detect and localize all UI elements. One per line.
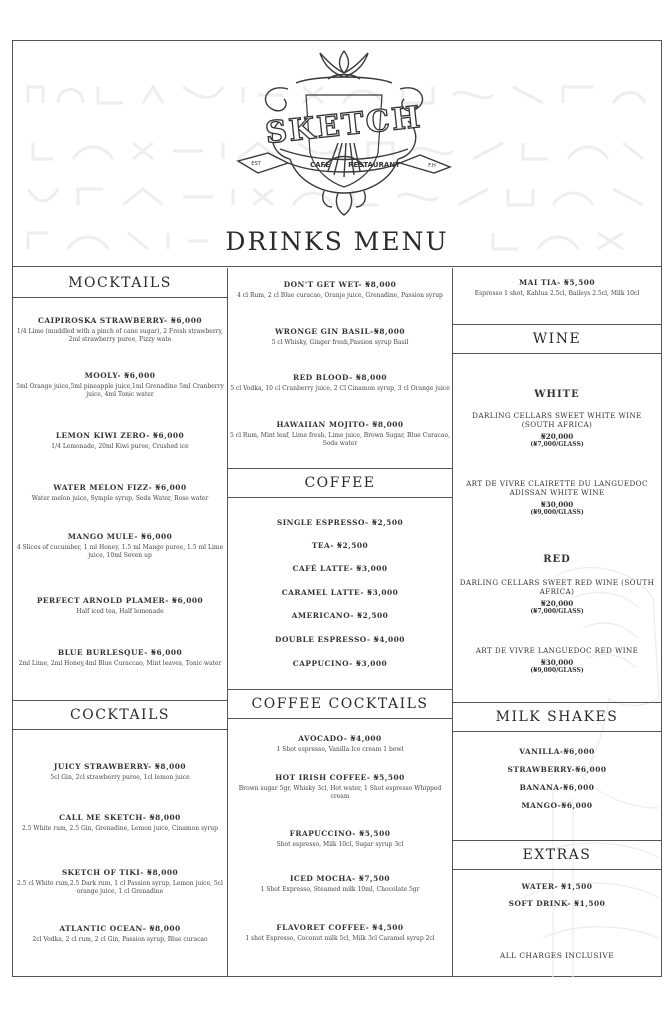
item-name: LEMON KIWI ZERO- ₦6,000 — [55, 431, 185, 440]
menu-item — [230, 773, 450, 801]
coffee-item: CAPPUCINO- ₦3,000 — [292, 659, 388, 668]
item-description: 1/4 Lemonade, 20ml Kiwi puree, Crushed ice — [51, 443, 189, 450]
menu-item — [230, 923, 450, 943]
menu-item — [15, 371, 225, 399]
wine-price: ₦30,000 — [540, 500, 574, 509]
item-description: 4 cl Rum, 2 cl Blue curacao, Oranje juice, Grenadine, Passion syrup — [237, 292, 443, 299]
item-name: ICED MOCHA- ₦7,500 — [289, 874, 391, 883]
column-right — [453, 268, 661, 976]
item-description: 1 Shot espresso, Vanilla Ice cream 1 bowl — [276, 746, 404, 753]
coffee-heading: COFFEE — [228, 468, 452, 498]
menu-item — [15, 532, 225, 560]
item-description: 5ml Orange juice,5ml pineapple juice,1ml Grenadine 5ml Cranberry juice, 4ml Tonic water — [16, 383, 224, 398]
item-name: HOT IRISH COFFEE- ₦5,500 — [275, 773, 405, 782]
item-description: Shot espresso, Milk 10cl, Sugar syrup 3cl — [276, 841, 404, 848]
wine-item — [455, 479, 659, 516]
wine-item — [455, 578, 659, 615]
menu-item — [230, 874, 450, 894]
menu-item — [15, 648, 225, 668]
footer-note: ALL CHARGES INCLUSIVE — [499, 951, 615, 960]
menu-item — [230, 280, 450, 300]
wine-price: ₦30,000 — [540, 658, 574, 667]
item-description: 5cl Gin, 2cl strawberry puree, 1cl lemon juice — [50, 774, 190, 781]
menu-item — [15, 924, 225, 944]
milkshake-item: STRAWBERRY-₦6,000 — [507, 765, 607, 774]
item-name: PERFECT ARNOLD PLAMER- ₦6,000 — [36, 596, 204, 605]
logo-small-tag: F.H — [428, 163, 436, 169]
menu-item — [15, 813, 225, 833]
item-name: SKETCH OF TIKI- ₦8,000 — [61, 868, 179, 877]
item-description: 5 cl Rum, Mint leaf, Lime fresh, Lime juice, Brown Sugar, Blue Curacao, Soda water — [230, 432, 450, 447]
menu-item — [15, 483, 225, 503]
item-description: 1/4 Lime (muddled with a pinch of cane sugar), 2 Fresh strawberry, 2ml strawberry puree, Fizzy wate — [16, 328, 224, 343]
cocktails-heading: COCKTAILS — [13, 700, 227, 730]
item-name: CAIPIROSKA STRAWBERRY- ₦6,000 — [38, 316, 202, 325]
mocktails-heading: MOCKTAILS — [13, 268, 227, 298]
wine-price: ₦20,000 — [540, 432, 574, 441]
white-wine-subheading: WHITE — [534, 389, 580, 400]
item-name: FRAPUCCINO- ₦5,500 — [289, 829, 391, 838]
milkshake-item: BANANA-₦6,000 — [519, 783, 595, 792]
wine-name: DARLING CELLARS SWEET RED WINE (SOUTH AFRICA) — [459, 578, 655, 596]
menu-frame — [12, 40, 662, 977]
coffee-item: DOUBLE ESPRESSO- ₦4,000 — [275, 635, 405, 644]
menu-item — [230, 327, 450, 347]
item-description: 2ml Lime, 2ml Honey,4ml Blue Curaccao, Mint leaves, Tonic water — [18, 660, 222, 667]
extras-item: SOFT DRINK- ₦1,500 — [508, 899, 606, 908]
item-description: 2cl Vodka, 2 cl rum, 2 cl Gin, Passion syrup, Blue curacao — [32, 936, 208, 943]
item-name: ATLANTIC OCEAN- ₦8,000 — [59, 924, 181, 933]
item-name: WRONGE GIN BASIL-₦8,000 — [274, 327, 406, 336]
item-name: MOOLY- ₦6,000 — [84, 371, 156, 380]
item-name: JUICY STRAWBERRY- ₦8,000 — [53, 762, 187, 771]
wine-glass-price: (₦7,000/GLASS) — [530, 608, 584, 615]
wine-name: ART DE VIVRE LANGUEDOC RED WINE — [475, 646, 639, 655]
item-name: DON'T GET WET- ₦8,000 — [283, 280, 397, 289]
menu-item — [230, 373, 450, 393]
item-description: Brown sugar 5gr, Whisky 3cl, Hot water, 1 Shot espresso Whipped cream — [238, 785, 442, 800]
wine-glass-price: (₦7,000/GLASS) — [530, 441, 584, 448]
wine-name: DARLING CELLARS SWEET WHITE WINE (SOUTH AFRICA) — [472, 411, 642, 429]
item-description: 5 cl Whisky, Ginger fresh,Passion syrup Basil — [271, 339, 409, 346]
menu-item — [15, 596, 225, 616]
item-description: 5 cl Vodka, 10 cl Cranberry juice, 2 Cl Cinamon syrup, 3 cl Orange juice — [230, 385, 450, 392]
wine-glass-price: (₦9,000/GLASS) — [530, 667, 584, 674]
coffee-item: AMERICANO- ₦2,500 — [291, 611, 389, 620]
item-name: AVOCADO- ₦4,000 — [298, 734, 382, 743]
coffee-item: SINGLE ESPRESSO- ₦2,500 — [276, 518, 404, 527]
menu-item — [15, 431, 225, 451]
logo-wordmark: SKETCH — [263, 99, 424, 152]
item-description: Half iced tea, Half lemonade — [76, 608, 164, 615]
wine-heading: WINE — [453, 324, 661, 354]
wine-name: ART DE VIVRE CLAIRETTE DU LANGUEDOC ADISSAN WHITE WINE — [466, 479, 648, 497]
menu-item — [15, 762, 225, 782]
milk-shakes-heading: MILK SHAKES — [453, 702, 661, 732]
item-description: 1 Shot Expresso, Steamed milk 10ml, Chocolate 5gr — [260, 886, 420, 893]
item-name: BLUE BURLESQUE- ₦6,000 — [57, 648, 183, 657]
item-name: WATER MELON FIZZ- ₦6,000 — [53, 483, 187, 492]
logo-cafe-tag: CAFE — [309, 161, 331, 169]
item-description: Espresso 1 shot, Kahlua 2.5cl, Baileys 2.5cl, Milk 10cl — [474, 290, 640, 297]
item-name: FLAVORET COFFEE- ₦4,500 — [276, 923, 404, 932]
logo-restaurant-tag: RESTAURANT — [348, 161, 400, 169]
item-name: MAI TIA- ₦5,500 — [518, 278, 596, 287]
coffee-cocktails-heading: COFFEE COCKTAILS — [228, 689, 452, 719]
sketch-logo — [228, 43, 460, 219]
menu-item — [230, 420, 450, 448]
item-name: CALL ME SKETCH- ₦8,000 — [59, 813, 181, 822]
extras-item: WATER- ₦1,500 — [521, 882, 593, 891]
menu-item — [230, 734, 450, 754]
coffee-item: TEA- ₦2,500 — [311, 541, 369, 550]
extras-heading: EXTRAS — [453, 840, 661, 870]
menu-item — [15, 316, 225, 344]
column-middle — [228, 268, 453, 976]
milkshake-item: MANGO-₦6,000 — [521, 801, 593, 810]
column-left — [13, 268, 228, 976]
red-wine-subheading: RED — [543, 554, 571, 565]
wine-item — [455, 646, 659, 674]
menu-item — [455, 278, 659, 298]
milkshake-item: VANILLA-₦6,000 — [519, 747, 595, 756]
item-name: HAWAIIAN MOJITO- ₦8,000 — [276, 420, 404, 429]
menu-item — [230, 829, 450, 849]
menu-header — [13, 41, 661, 267]
item-description: 2.5 cl White rum,2.5 Dark rum, 1 cl Passion syrup, Lemon juice, 5cl orange juice, 1 cl Grenadine — [17, 880, 223, 895]
coffee-item: CAFÉ LATTE- ₦3,000 — [292, 564, 388, 573]
logo-est-tag: EST — [251, 161, 261, 167]
item-name: RED BLOOD- ₦8,000 — [292, 373, 388, 382]
wine-price: ₦20,000 — [540, 599, 574, 608]
item-description: 4 Slices of cucumber, 1 ml Honey, 1.5 ml Mango puree, 1.5 ml Lime juice, 10ml Seven up — [16, 544, 224, 559]
coffee-item: CARAMEL LATTE- ₦3,000 — [281, 588, 399, 597]
item-description: 2.5 White rum, 2.5 Gin, Grenadine, Lemon juice, Cinamon syrup — [21, 825, 219, 832]
wine-item — [455, 411, 659, 448]
menu-item — [15, 868, 225, 896]
wine-glass-price: (₦9,000/GLASS) — [530, 509, 584, 516]
item-description: Water melon juice, Symple syrup, Soda Water, Rose water — [31, 495, 209, 502]
item-name: MANGO MULE- ₦6,000 — [67, 532, 173, 541]
item-description: 1 shot Espresso, Coconut milk 5cl, Milk 3cl Caramel syrup 2cl — [245, 935, 435, 942]
page-title: DRINKS MENU — [225, 227, 449, 256]
